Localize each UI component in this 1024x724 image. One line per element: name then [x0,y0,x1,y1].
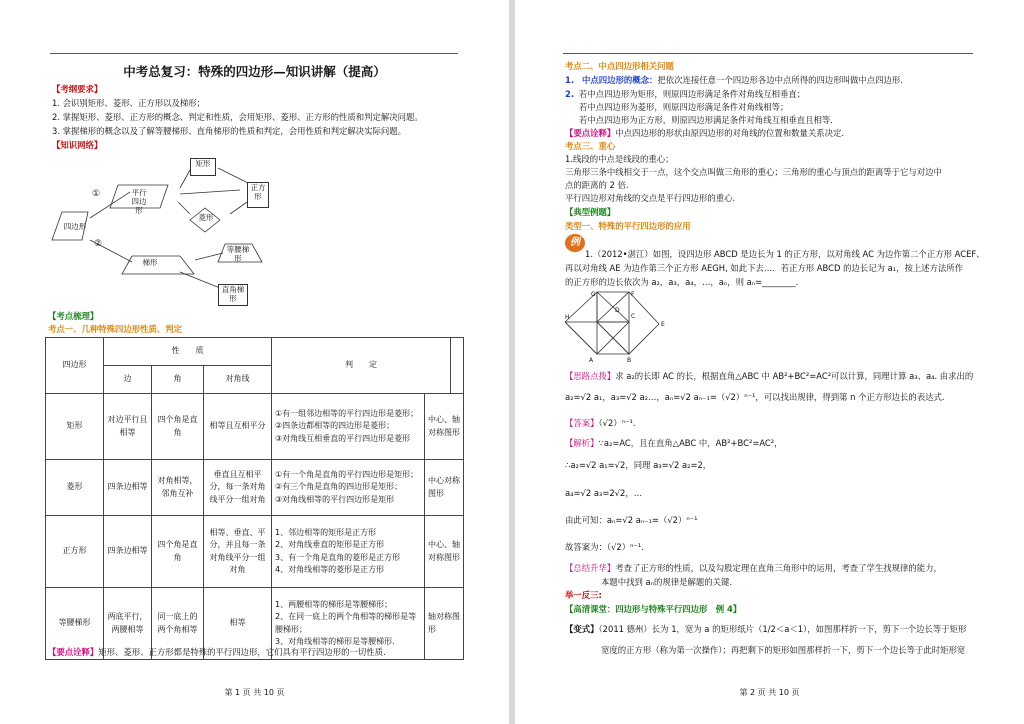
kaodian-2-title: 考点二、中点四边形相关问题 [565,61,674,71]
silu-text-1: 求 a₂的长即 AC 的长，根据直角△ABC 中 AB²+BC²=AC²可以计算，同理计算 a₃、a₄. 由求出的 [615,371,974,381]
th-empty [451,338,464,394]
table-row [46,394,464,460]
cell-judge [272,394,425,460]
kaogang-item-3: 3. 掌握梯形的概念以及了解等腰梯形、直角梯形的性质和判定，会用性质和判定解决实际问题。 [52,126,407,136]
judge-line: ②有三个角是直角的四边形是矩形； [275,482,403,492]
label-B: B [627,357,632,364]
cell-angle: 四个角是直角 [152,394,204,460]
arrow-para-rect [180,170,190,188]
label-G: G [591,291,596,298]
judge-line: ③对角线相等的平行四边形是矩形 [275,494,395,504]
jiexi-text: ∵a₂=AC，且在直角△ABC 中，AB²+BC²=AC²， [598,438,783,448]
judge-line: 1、两腰相等的梯形是等腰梯形； [275,599,393,609]
kaogang-item-2: 2. 掌握矩形、菱形、正方形的概念、判定和性质，会用矩形、菱形、正方形的性质和判定解决问题。 [52,112,423,122]
table-row [46,460,464,516]
bianshi-tag: 【变式】 [565,624,599,634]
ex1-line-1: 1.（2012•湛江）如图，设四边形 ABCD 是边长为 1 的正方形，以对角线 AC 为边作第二个正方形 ACEF、 [585,249,985,259]
cell-angle: 四个角是直角 [152,516,204,588]
footer-page-2: 第 2 页 共 10 页 [739,688,800,697]
silu-line-1 [565,369,973,383]
item-1-line [565,74,903,88]
cell-angle: 对角相等，邻角互补 [152,460,204,516]
cell-diag: 相等 [204,588,272,660]
label-E: E [661,321,665,328]
zhishi-heading: 【知识网络】 [52,140,103,150]
arrow-para-rhombus [178,202,190,214]
label-C: C [631,313,636,320]
page-title: 中考总复习：特殊的四边形—知识讲解（提高） [123,64,386,79]
circle-2-label: ② [94,239,103,249]
ex1-line-3: 的正方形的边长依次为 a₂，a₃，a₄，…，aₙ，则 aₙ=________. [565,277,799,287]
judge-line: 2、在同一底上的两个角相等的梯形是等腰梯形； [275,612,417,634]
item-2-line-1: 若中点四边形为矩形，则原四边形满足条件对角线互相垂直； [579,89,806,99]
cell-edge: 两底平行，两腰相等 [104,588,152,660]
properties-table [45,337,464,660]
jiexi-line-3: a₄=√2 a₃=2√2，… [565,488,643,498]
kaodian-heading: 【考点梳理】 [48,311,99,321]
cell-shape: 矩形 [46,394,104,460]
cell-sym: 中心、轴对称图形 [425,516,464,588]
footer-page-1: 第 1 页 共 10 页 [224,688,285,697]
th-judge: 判 定 [272,338,451,394]
zongjie-tag: 【总结升华】 [565,563,616,573]
cell-judge [272,460,425,516]
daan-line [565,416,636,430]
judge-line: 1、邻边相等的矩形是正方形 [275,527,377,537]
cell-diag: 垂直且互相平分，每一条对角线平分一组对角 [204,460,272,516]
judge-line: ②四条边都相等的四边形是菱形； [275,421,395,431]
jiexi-line [565,436,783,450]
cell-sym: 中心对称图形 [425,460,464,516]
zx-line-1: 1.线段的中点是线段的重心； [565,154,674,164]
item-2-line-3: 若中点四边形为正方形，则原四边形满足条件对角线互相垂直且相等. [579,115,833,125]
zongjie-line-2: 本题中找到 aₙ的规律是解题的关键. [601,577,733,587]
rhombus-label: 菱形 [198,213,214,222]
jiexi-tag: 【解析】 [565,438,599,448]
zongjie-text-1: 考查了正方形的性质，以及勾股定理在直角三角形中的运用，考查了学生找规律的能力， [615,563,942,573]
arrow-para-square [180,190,240,194]
para-label: 平行四边形 [131,188,147,215]
ex1-line-2: 再以对角线 AE 为边作第三个正方形 AEGH, 如此下去…．若正方形 ABCD 的边长记为 a₁，按上述方法所作 [565,263,964,273]
judge-line: 3、有一个角是直角的菱形是正方形 [275,552,401,562]
judge-line: 3、对角线相等的梯形是等腰梯形. [275,637,395,646]
kaodian-3-title: 考点三、重心 [565,141,616,151]
page-1 [0,0,509,724]
circle-1-label: ① [92,189,101,199]
square-sequence-figure [565,288,685,364]
yaodian-line [48,646,386,660]
gqkt-line: 【高清课堂：四边形与特殊平行四边形 例 4】 [565,604,742,614]
judge-line: 2、对角线垂直的矩形是正方形 [275,540,385,549]
square-label: 正方形 [247,182,269,208]
th-edge: 边 [104,366,152,394]
cell-edge: 四条边相等 [104,460,152,516]
label-H: H [565,314,570,321]
item-1-text: 把依次连接任意一个四边形各边中点所得的四边形叫做中点四边形. [657,75,903,85]
jyfs-heading: 举一反三: [565,590,602,600]
item-1-num: 1. [565,75,575,85]
cell-sym: 中心、轴对称图形 [425,394,464,460]
th-props: 性 质 [104,338,272,366]
yaodian2-text: 中点四边形的形状由原四边形的对角线的位置和数量关系决定. [615,128,845,138]
yaodian2-tag: 【要点诠释】 [565,128,616,138]
dianxing-heading: 【典型例题】 [565,207,616,217]
judge-line: ③对角线互相垂直的平行四边形是菱形 [275,433,411,443]
quad-label: 四边形 [63,222,87,231]
example-badge: 例 [565,234,585,252]
page-2 [515,0,1024,724]
daan-text: （√2）ⁿ⁻¹. [598,418,636,428]
silu-tag: 【思路点拨】 [565,371,616,381]
jiexi-line-2: ∴a₂=√2 a₁=√2，同理 a₃=√2 a₂=2， [565,460,712,470]
item-1-head: 中点四边形的概念： [582,75,658,85]
cell-edge: 对边平行且相等 [104,394,152,460]
yaodian2-line [565,127,844,141]
bianshi-text-1: （2011 德州）长为 1，宽为 a 的矩形纸片（1/2＜a＜1），如图那样折一下，剪下一个边长等于矩形 [598,624,967,634]
trap-label: 梯形 [142,258,158,267]
zx-line-2: 三角形三条中线相交于一点，这个交点叫做三角形的重心；三角形的重心与顶点的距离等于它与对边中 [565,167,942,177]
kaogang-item-1: 1. 会识别矩形、菱形、正方形以及梯形； [52,98,206,108]
cell-shape: 等腰梯形 [46,588,104,660]
header-rule [50,53,458,54]
silu-line-2: a₂=√2 a₁，a₃=√2 a₂…，aₙ=√2 aₙ₋₁=（√2）ⁿ⁻¹，可以找出规律，得到第 n 个正方形边长的表达式. [565,392,945,402]
label-F: F [631,291,635,298]
kaodian-1-title: 考点一、几种特殊四边形性质、判定 [48,324,182,334]
judge-line: 4、对角线相等的菱形是正方形 [275,565,385,574]
jiexi-line-4: 由此可知：aₙ=√2 aₙ₋₁=（√2）ⁿ⁻¹ [565,515,698,525]
bianshi-line-2: 宽度的正方形（称为第一次操作）；再把剩下的矩形如图那样折一下，剪下一个边长等于此时矩形宽 [601,645,966,655]
th-shape: 四边形 [46,338,104,394]
label-A: A [589,357,594,364]
header-rule [563,53,973,54]
zx-line-3: 点的距离的 2 倍. [565,180,629,190]
judge-line: ①有一组邻边相等的平行四边形是菱形； [275,408,419,418]
cell-diag: 相等且互相平分 [204,394,272,460]
th-diag: 对角线 [204,366,272,394]
label-D: D [615,307,620,314]
zongjie-line-1 [565,561,942,575]
item-2-line-2: 若中点四边形为菱形，则原四边形满足条件对角线相等； [579,102,789,112]
rect-label: 矩形 [190,158,216,176]
iso-trap-label: 等腰梯形 [226,245,250,263]
zx-line-4: 平行四边形对角线的交点是平行四边形的重心. [565,193,736,203]
leixing-1-title: 类型一、特殊的平行四边形的应用 [565,221,691,231]
cell-edge: 四条边相等 [104,516,152,588]
yaodian-tag: 【要点诠释】 [48,647,99,657]
bianshi-line-1 [565,622,966,636]
kaogang-heading: 【考纲要求】 [52,84,103,94]
cell-judge [272,516,425,588]
yaodian-text: 矩形、菱形、正方形都是特殊的平行四边形，它们具有平行四边形的一切性质. [98,647,386,657]
cell-shape: 正方形 [46,516,104,588]
right-trap-label: 直角梯形 [218,284,248,306]
th-angle: 角 [152,366,204,394]
daan-tag: 【答案】 [565,418,599,428]
item-2-num: 2. [565,89,575,99]
cell-shape: 菱形 [46,460,104,516]
cell-diag: 相等、垂直、平分，并且每一条对角线平分一组对角 [204,516,272,588]
judge-line: ①有一个角是直角的平行四边形是矩形； [275,469,419,479]
cell-sym: 轴对称图形 [425,588,464,660]
jiexi-line-5: 故答案为：（√2）ⁿ⁻¹. [565,542,644,552]
table-row [46,516,464,588]
arrow-rect-square [218,168,250,184]
cell-angle: 同一底上的两个角相等 [152,588,204,660]
